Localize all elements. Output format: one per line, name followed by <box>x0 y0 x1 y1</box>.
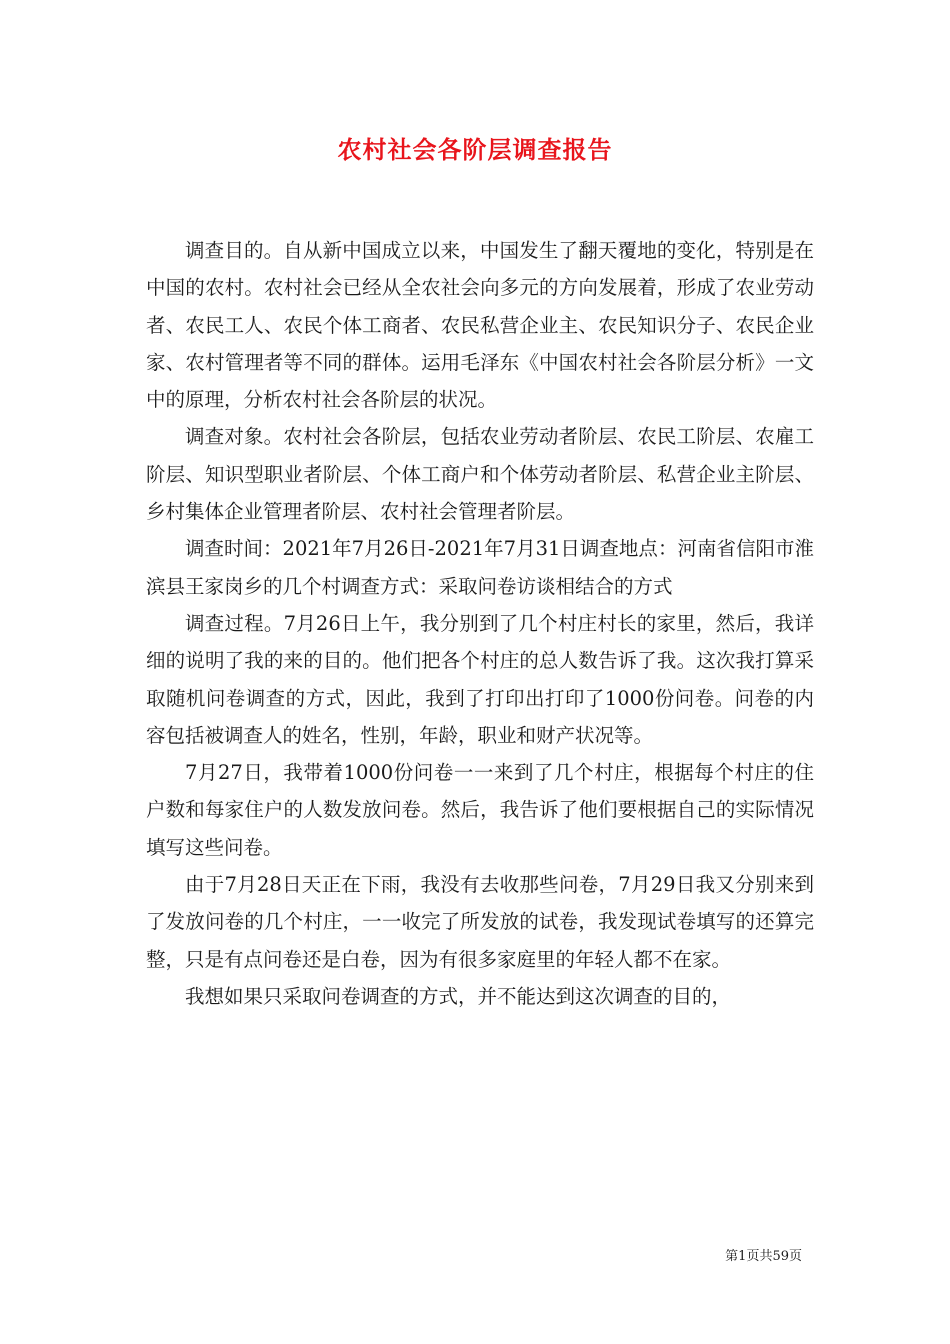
paragraph-purpose: 调查目的。自从新中国成立以来，中国发生了翻天覆地的变化，特别是在中国的农村。农村社会已经从全农社会向多元的方向发展着，形成了农业劳动者、农民工人、农民个体工商者、农民私营企业主、农民知识分子、农民企业家、农村管理者等不同的群体。运用毛泽东《中国农村社会各阶层分析》一文中的原理，分析农村社会各阶层的状况。 <box>146 239 814 412</box>
document-body <box>146 232 814 1015</box>
page-number: 第1页共59页 <box>725 1249 802 1264</box>
paragraph-july-28-29: 由于7月28日天正在下雨，我没有去收那些问卷，7月29日我又分别来到了发放问卷的几个村庄，一一收完了所发放的试卷，我发现试卷填写的还算完整，只是有点问卷还是白卷，因为有很多家庭里的年轻人都不在家。 <box>146 873 814 971</box>
page-title: 农村社会各阶层调查报告 <box>337 135 613 164</box>
paragraph-subjects: 调查对象。农村社会各阶层，包括农业劳动者阶层、农民工阶层、农雇工阶层、知识型职业者阶层、个体工商户和个体劳动者阶层、私营企业主阶层、乡村集体企业管理者阶层、农村社会管理者阶层。 <box>146 425 814 524</box>
paragraph-process: 调查过程。7月26日上午，我分别到了几个村庄村长的家里，然后，我详细的说明了我的来的目的。他们把各个村庄的总人数告诉了我。这次我打算采取随机问卷调查的方式，因此，我到了打印出打印了1000份问卷。问卷的内容包括被调查人的姓名，性别，年龄，职业和财产状况等。 <box>146 611 814 747</box>
paragraph-time-place-method: 调查时间：2021年7月26日-2021年7月31日调查地点：河南省信阳市淮滨县王家岗乡的几个村调查方式：采取问卷访谈相结合的方式 <box>146 537 814 598</box>
paragraph-closing: 我想如果只采取问卷调查的方式，并不能达到这次调查的目的， <box>185 984 732 1008</box>
paragraph-july-27: 7月27日，我带着1000份问卷一一来到了几个村庄，根据每个村庄的住户数和每家住户的人数发放问卷。然后，我告诉了他们要根据自己的实际情况填写这些问卷。 <box>146 761 814 859</box>
